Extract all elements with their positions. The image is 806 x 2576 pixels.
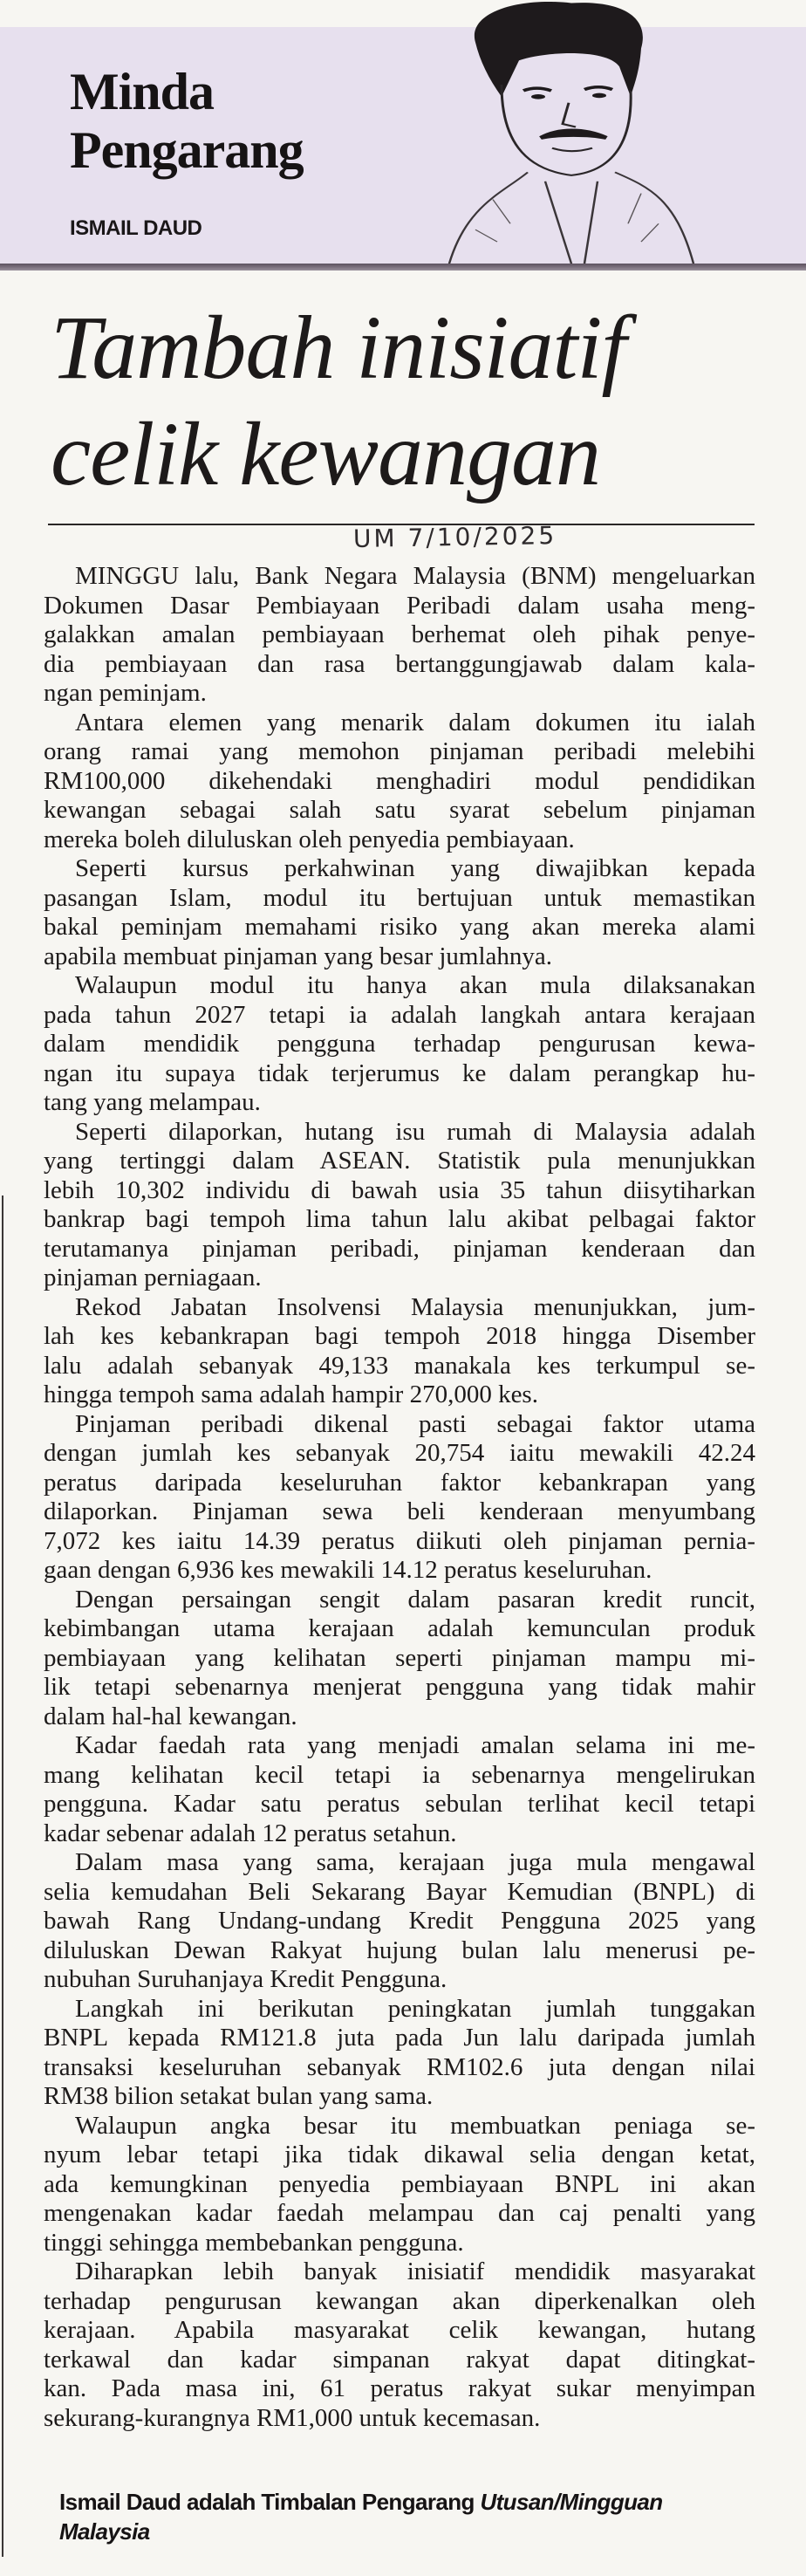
column-border	[2, 1196, 3, 2557]
text-line: Rekod Jabatan Insolvensi Malaysia menunjukkan, jum-	[75, 1292, 755, 1321]
text-line: mereka boleh diluluskan oleh penyedia pembiayaan.	[44, 825, 575, 853]
headline-line1: Tambah inisiatif	[51, 298, 626, 398]
paragraph	[44, 1586, 755, 1732]
text-line: dalam mendidik pengguna terhadap pengurusan kewa-	[44, 1030, 755, 1058]
text-line: apabila membuat pinjaman yang besar jumlahnya.	[44, 942, 553, 970]
handwritten-date-note: UM 7/10/2025	[352, 520, 557, 554]
text-line: pinjaman perniagaan.	[44, 1264, 262, 1291]
text-line: kerajaan. Apabila masyarakat celik kewangan, hutang	[44, 2316, 755, 2344]
text-line: kadar sebenar adalah 12 peratus setahun.	[44, 1819, 457, 1847]
text-line: Pinjaman peribadi dikenal pasti sebagai faktor utama	[75, 1409, 755, 1438]
text-line: dilaporkan. Pinjaman sewa beli kenderaan menyumbang	[44, 1497, 755, 1525]
text-line: Dengan persaingan sengit dalam pasaran kredit runcit,	[75, 1585, 755, 1613]
paragraph	[44, 709, 755, 855]
text-line: kan. Pada masa ini, 61 peratus rakyat sukar menyimpan	[44, 2374, 755, 2402]
text-line: ngan peminjam.	[44, 679, 207, 707]
paragraph	[44, 1118, 755, 1293]
text-line: Antara elemen yang menarik dalam dokumen itu ialah	[75, 708, 755, 736]
text-line: yang tertinggi dalam ASEAN. Statistik pula menunjukkan	[44, 1147, 755, 1175]
text-line: bankrap bagi tempoh lima tahun lalu akibat pelbagai faktor	[44, 1205, 755, 1233]
headline-line2: celik kewangan	[51, 404, 600, 504]
text-line: MINGGU lalu, Bank Negara Malaysia (BNM) mengeluarkan	[75, 562, 755, 590]
paragraph	[44, 1731, 755, 1848]
byline-publication: Utusan/Mingguan Malaysia	[59, 2489, 663, 2545]
text-line: diluluskan Dewan Rakyat hujung bulan lalu menerusi pe-	[44, 1935, 755, 1964]
text-line: BNPL kepada RM121.8 juta pada Jun lalu daripada jumlah	[44, 2024, 755, 2052]
text-line: ngan itu supaya tidak terjerumus ke dalam perangkap hu-	[44, 1058, 755, 1087]
text-line: transaksi keseluruhan sebanyak RM102.6 juta dengan nilai	[44, 2052, 755, 2081]
text-line: Kadar faedah rata yang menjadi amalan selama ini me-	[75, 1731, 755, 1759]
text-line: RM38 bilion setakat bulan yang sama.	[44, 2082, 434, 2110]
paragraph	[44, 562, 755, 709]
text-line: nyum lebar tetapi jika tidak dikawal selia dengan ketat,	[44, 2141, 755, 2168]
column-name-line2: Pengarang	[70, 121, 304, 179]
column-name-line1: Minda	[70, 63, 215, 120]
text-line: mengenakan kadar faedah melampau dan caj penalti yang	[44, 2199, 755, 2227]
text-line: selia kemudahan Beli Sekarang Bayar Kemudian (BNPL) di	[44, 1877, 755, 1906]
paragraph	[44, 1410, 755, 1586]
author-name: ISMAIL DAUD	[70, 216, 202, 240]
text-line: lah kes kebankrapan bagi tempoh 2018 hingga Disember	[44, 1322, 755, 1350]
text-line: terhadap pengurusan kewangan akan diperkenalkan oleh	[44, 2286, 755, 2315]
paragraph	[44, 1293, 755, 1410]
text-line: pembiayaan yang kelihatan seperti pinjaman mampu mi-	[44, 1643, 755, 1672]
paragraph	[44, 971, 755, 1118]
text-line: RM100,000 dikehendaki menghadiri modul pendidikan	[44, 766, 755, 795]
text-line: ada kemungkinan penyedia pembiayaan BNPL ini akan	[44, 2169, 755, 2198]
text-line: bakal peminjam memahami risiko yang akan mereka alami	[44, 913, 755, 941]
text-line: gaan dengan 6,936 kes mewakili 14.12 peratus keseluruhan.	[44, 1556, 652, 1584]
author-byline	[59, 2487, 757, 2546]
text-line: pada tahun 2027 tetapi ia adalah langkah antara kerajaan	[44, 1000, 755, 1029]
byline-text: Ismail Daud adalah Timbalan Pengarang	[59, 2489, 481, 2515]
author-portrait-sketch	[441, 0, 702, 264]
text-line: dalam hal-hal kewangan.	[44, 1702, 297, 1730]
paragraph	[44, 2112, 755, 2258]
paragraph	[44, 1848, 755, 1995]
text-line: peratus daripada keseluruhan faktor kebankrapan yang	[44, 1468, 755, 1497]
text-line: terutamanya pinjaman peribadi, pinjaman kenderaan dan	[44, 1234, 755, 1263]
text-line: Dalam masa yang sama, kerajaan juga mula mengawal	[75, 1848, 755, 1876]
paragraph	[44, 854, 755, 971]
text-line: tang yang melampau.	[44, 1088, 261, 1116]
text-line: Dokumen Dasar Pembiayaan Peribadi dalam usaha meng-	[44, 591, 755, 620]
text-line: Seperti kursus perkahwinan yang diwajibkan kepada	[75, 854, 755, 882]
text-line: bawah Rang Undang-undang Kredit Pengguna 2025 yang	[44, 1907, 755, 1935]
text-line: hingga tempoh sama adalah hampir 270,000 kes.	[44, 1380, 538, 1408]
text-line: orang ramai yang memohon pinjaman peribadi melebihi	[44, 737, 755, 765]
text-line: lik tetapi sebenarnya menjerat pengguna yang tidak mahir	[44, 1673, 755, 1701]
text-line: kewangan sebagai salah satu syarat sebelum pinjaman	[44, 796, 755, 824]
text-line: lalu adalah sebanyak 49,133 manakala kes terkumpul se-	[44, 1351, 755, 1380]
header-divider	[0, 264, 806, 271]
text-line: 7,072 kes iaitu 14.39 peratus diikuti oleh pinjaman pernia-	[44, 1526, 755, 1555]
text-line: terkawal dan kadar simpanan rakyat dapat ditingkat-	[44, 2345, 755, 2374]
text-line: Diharapkan lebih banyak inisiatif mendidik masyarakat	[75, 2257, 755, 2285]
text-line: pengguna. Kadar satu peratus sebulan terlihat kecil tetapi	[44, 1790, 755, 1818]
text-line: tinggi sehingga membebankan pengguna.	[44, 2228, 464, 2257]
text-line: Seperti dilaporkan, hutang isu rumah di Malaysia adalah	[75, 1117, 755, 1146]
text-line: dengan jumlah kes sebanyak 20,754 iaitu mewakili 42.24	[44, 1439, 755, 1467]
text-line: dia pembiayaan dan rasa bertanggungjawab dalam kala-	[44, 649, 755, 678]
text-line: mang kelihatan kecil tetapi ia sebenarnya mengelirukan	[44, 1760, 755, 1789]
text-line: kebimbangan utama kerajaan adalah kemunculan produk	[44, 1614, 755, 1642]
text-line: galakkan amalan pembiayaan berhemat oleh pihak penye-	[44, 620, 755, 648]
article-body	[44, 562, 755, 2433]
text-line: Walaupun modul itu hanya akan mula dilaksanakan	[75, 971, 755, 999]
text-line: pasangan Islam, modul itu bertujuan untuk memastikan	[44, 883, 755, 912]
text-line: sekurang-kurangnya RM1,000 untuk kecemasan.	[44, 2403, 541, 2432]
paragraph	[44, 2257, 755, 2433]
text-line: Langkah ini berikutan peningkatan jumlah tunggakan	[75, 1994, 755, 2023]
text-line: lebih 10,302 individu di bawah usia 35 tahun diisytiharkan	[44, 1175, 755, 1204]
text-line: nubuhan Suruhanjaya Kredit Pengguna.	[44, 1965, 447, 1993]
paragraph	[44, 1995, 755, 2112]
text-line: Walaupun angka besar itu membuatkan peniaga se-	[75, 2111, 755, 2140]
